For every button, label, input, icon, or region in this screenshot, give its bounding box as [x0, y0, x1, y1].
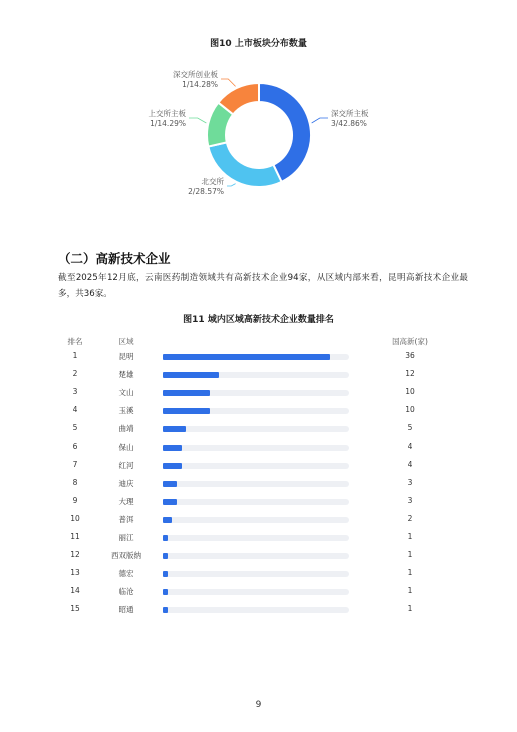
header-region: 区域 — [118, 337, 134, 346]
region-label: 曲靖 — [118, 424, 134, 434]
ranking-row — [0, 478, 517, 496]
region-label: 玉溪 — [118, 406, 134, 416]
donut-chart — [0, 0, 517, 240]
bar — [163, 499, 177, 505]
count-label: 4 — [407, 459, 413, 469]
ranking-row — [0, 514, 517, 532]
bar — [163, 481, 177, 487]
count-label: 10 — [405, 405, 415, 415]
ranking-row — [0, 369, 517, 387]
count-label: 1 — [407, 568, 413, 578]
bar-track — [163, 354, 349, 360]
body-paragraph: 截至2025年12月底，云南医药制造领域共有高新技术企业94家，从区域内部来看，昆明高新技术企业最多，共36家。 — [58, 273, 468, 299]
section-heading: （二）高新技术企业 — [58, 251, 171, 266]
bar-track — [163, 481, 349, 487]
rank-label: 14 — [70, 586, 80, 596]
count-label: 3 — [407, 477, 413, 487]
bar-track — [163, 517, 349, 523]
ranking-row — [0, 550, 517, 568]
count-label: 12 — [405, 369, 415, 379]
ranking-row — [0, 532, 517, 550]
header-rank: 排名 — [67, 337, 83, 346]
rank-label: 4 — [72, 405, 78, 415]
rank-label: 6 — [72, 441, 78, 451]
bar-track — [163, 499, 349, 505]
slice-name-label: 北交所 — [201, 177, 224, 186]
count-label: 1 — [407, 532, 413, 541]
ranking-row — [0, 405, 517, 423]
header-count: 国高新(家) — [392, 337, 428, 346]
count-label: 3 — [407, 495, 413, 505]
bar — [163, 607, 168, 613]
bar — [163, 445, 182, 451]
rank-label: 2 — [72, 369, 78, 379]
rank-label: 8 — [72, 477, 78, 487]
region-label: 红河 — [118, 460, 134, 470]
rank-label: 11 — [70, 532, 80, 541]
bar-track — [163, 535, 349, 541]
region-label: 大理 — [118, 496, 134, 506]
bar — [163, 390, 210, 396]
bar — [163, 426, 186, 432]
ranking-row — [0, 568, 517, 586]
region-label: 德宏 — [118, 569, 134, 579]
bar — [163, 517, 172, 523]
rank-label: 7 — [72, 459, 78, 469]
region-label: 昭通 — [118, 605, 134, 615]
ranking-row — [0, 442, 517, 460]
ranking-row — [0, 387, 517, 405]
ranking-row — [0, 460, 517, 478]
count-label: 2 — [407, 513, 413, 523]
count-label: 1 — [407, 586, 413, 596]
rank-label: 3 — [72, 387, 78, 397]
bar — [163, 354, 330, 360]
region-label: 西双版纳 — [111, 551, 141, 561]
slice-leader-line — [221, 79, 236, 86]
count-label: 1 — [407, 550, 413, 560]
slice-value-label: 2/28.57% — [188, 187, 224, 196]
figure10-title: 图10 上市板块分布数量 — [210, 39, 307, 49]
bar — [163, 589, 168, 595]
slice-name-label: 上交所主板 — [148, 109, 186, 118]
region-label: 文山 — [118, 388, 134, 398]
bar-track — [163, 390, 349, 396]
rank-label: 5 — [72, 423, 78, 433]
slice-value-label: 3/42.86% — [331, 119, 367, 128]
bar-track — [163, 463, 349, 469]
slice-name-label: 深交所主板 — [331, 109, 369, 118]
rank-label: 1 — [72, 351, 78, 360]
bar — [163, 408, 210, 414]
bar-track — [163, 589, 349, 595]
bar-track — [163, 426, 349, 432]
count-label: 1 — [407, 604, 413, 614]
rank-label: 13 — [70, 568, 80, 578]
slice-name-label: 深交所创业板 — [173, 70, 218, 79]
ranking-row — [0, 586, 517, 604]
region-label: 保山 — [118, 442, 134, 452]
region-label: 迪庆 — [118, 478, 134, 488]
bar-track — [163, 607, 349, 613]
slice-leader-line — [312, 118, 328, 123]
rank-label: 15 — [70, 604, 80, 614]
bar-track — [163, 445, 349, 451]
bar — [163, 535, 168, 541]
region-label: 普洱 — [118, 514, 134, 524]
bar-track — [163, 553, 349, 559]
count-label: 4 — [407, 441, 413, 451]
bar-track — [163, 372, 349, 378]
rank-label: 9 — [72, 495, 78, 505]
bar-track — [163, 408, 349, 414]
ranking-row — [0, 604, 517, 622]
bar — [163, 571, 168, 577]
count-label: 5 — [407, 423, 413, 433]
bar-track — [163, 571, 349, 577]
count-label: 10 — [405, 387, 415, 397]
rank-label: 12 — [70, 550, 80, 560]
ranking-row — [0, 496, 517, 514]
ranking-row — [0, 351, 517, 369]
region-label: 昆明 — [118, 352, 134, 361]
page-number: 9 — [255, 700, 262, 710]
region-label: 丽江 — [118, 533, 134, 542]
slice-value-label: 1/14.28% — [182, 80, 218, 89]
slice-leader-line — [189, 118, 206, 123]
slice-leader-line — [227, 184, 236, 186]
bar — [163, 372, 219, 378]
count-label: 36 — [405, 351, 415, 360]
slice-value-label: 1/14.29% — [150, 119, 186, 128]
figure11-title: 图11 域内区域高新技术企业数量排名 — [183, 315, 334, 325]
rank-label: 10 — [70, 513, 80, 523]
bar — [163, 463, 182, 469]
region-label: 临沧 — [118, 587, 134, 597]
region-label: 楚雄 — [118, 370, 134, 380]
bar — [163, 553, 168, 559]
ranking-row — [0, 423, 517, 441]
